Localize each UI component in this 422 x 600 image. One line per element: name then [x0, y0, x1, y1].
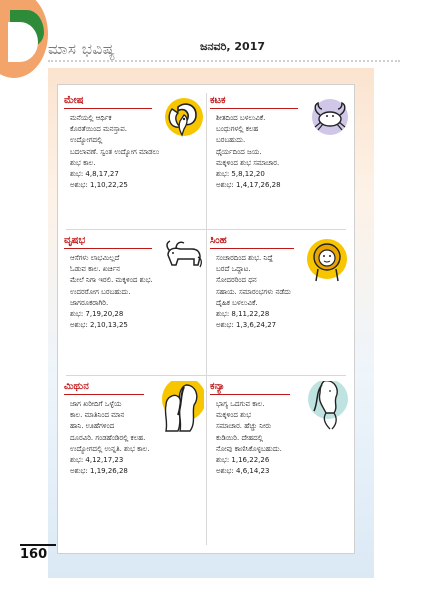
sign-title: ವೃಷಭ: [64, 235, 86, 246]
sign-text: [70, 113, 159, 191]
sign-line: ಮನೆಯಲ್ಲಿ ಆರ್ಥಿಕ: [70, 114, 112, 122]
unlucky-dates: ಅಶುಭ: 1,3,6,24,27: [216, 321, 277, 330]
sign-line: ಉದ್ಯೋಗದಲ್ಲಿ: [70, 136, 103, 145]
twins-icon: [156, 381, 204, 435]
sign-line: ಸಂಚಾರದಿಂದ ಶುಭ. ನಿದ್ದೆ: [216, 254, 273, 262]
sign-cell-mithuna: [64, 381, 204, 521]
sign-cell-simha: [210, 235, 350, 371]
title-rule: [64, 108, 152, 109]
sign-line: ಬಂಧುಗಳಲ್ಲಿ ಕಲಹ: [216, 125, 259, 134]
sign-line: ಸೋದರರಿಂದ ಧನ: [216, 276, 257, 285]
sign-text: [216, 253, 291, 331]
unlucky-dates: ಅಶುಭ: 4,6,14,23: [216, 467, 270, 476]
sign-line: ಉದರರೋಗ ಬರಬಹುದು.: [70, 287, 131, 296]
title-rule: [210, 108, 298, 109]
month-title: ಜನವರಿ, 2017: [200, 40, 266, 53]
sign-line: ಉದ್ಯೋಗದಲ್ಲಿ ಉನ್ನತಿ. ಶುಭ ಕಾಲ.: [70, 444, 150, 453]
sign-line: ಕುಡಿಯಿರಿ. ದೇಹದಲ್ಲಿ: [216, 433, 263, 442]
sign-line: ಮಕ್ಕಳಿಂದ ಶುಭ: [216, 411, 251, 420]
sign-text: [216, 113, 281, 191]
sign-line: ಬರಬಹುದು.: [216, 136, 246, 145]
lucky-dates: ಶುಭ: 5,8,12,20: [216, 170, 265, 179]
horoscope-box: [57, 84, 355, 554]
sign-line: ಕೊರತೆಯಿಂದ ಮನಸ್ತಾಪ.: [70, 125, 127, 134]
title-rule: [210, 248, 294, 249]
sign-text: [216, 399, 282, 477]
sign-line: ಸಹಾಯ. ಸಮಾರಂಭಗಳು ನಡೆದು: [216, 287, 291, 296]
sign-line: ಶೀತದಿಂದ ಬಳಲುವಿಕೆ.: [216, 114, 266, 122]
crab-icon: [306, 95, 350, 139]
sign-line: ದೈಹಿಕ ಬಳಲುವಿಕೆ.: [216, 298, 258, 307]
unlucky-dates: ಅಶುಭ: 1,4,17,26,28: [216, 181, 281, 190]
lion-icon: [304, 235, 350, 285]
sign-line: ಆಸೆಗಳು ಲಾಭಮಿಲ್ಲದೆ: [70, 254, 120, 262]
sign-line: ಶುಭ ಕಾಲ.: [70, 158, 96, 167]
sign-line: ದೂರವಿರಿ. ಗಂಡಹೆಂಡಿರಲ್ಲಿ ಕಲಹ.: [70, 433, 146, 442]
sign-line: ಬದಲಾವಣೆ. ಸ್ವಂತ ಉದ್ಯೋಗ ಮಾಡಲು: [70, 147, 160, 156]
title-rule: [64, 248, 152, 249]
unlucky-dates: ಅಶುಭ: 1,10,22,25: [70, 181, 128, 190]
sign-line: ಓಡುವ ಕಾಲ. ಖರ್ಚಿನ: [70, 265, 121, 274]
sign-line: ಕಾಲ. ಮಾತಿನಿಂದ ಮಾನ: [70, 411, 125, 420]
lucky-dates: ಶುಭ: 1,16,22,26: [216, 456, 270, 465]
row-divider-1: [66, 229, 346, 230]
page-number: 160: [20, 547, 48, 562]
title-rule: [210, 394, 290, 395]
ram-icon: [162, 95, 204, 141]
sign-text: [70, 253, 153, 331]
sign-title: ಸಿಂಹ: [210, 235, 227, 246]
sign-title: ಮಿಥುನ: [64, 381, 89, 392]
sign-line: ಮಕ್ಕಳಿಂದ ಶುಭ ಸಮಾಚಾರ.: [216, 158, 280, 167]
sign-line: ಜಾಗ ಖರೀದಿಗೆ ಒಳ್ಳೆಯ: [70, 400, 122, 408]
sign-cell-vrushabha: [64, 235, 204, 371]
sign-cell-mesha: [64, 95, 204, 225]
unlucky-dates: ಅಶುಭ: 2,10,13,25: [70, 321, 128, 330]
sign-line: ಜಾಗರೂಕರಾಗಿರಿ.: [70, 298, 109, 307]
sign-line: ಸಮಾಚಾರ. ಹೆಚ್ಚು ನೀರು: [216, 422, 272, 431]
sign-text: [70, 399, 150, 477]
sign-title: ಮೇಷ: [64, 95, 84, 106]
row-divider-2: [66, 375, 346, 376]
column-divider: [206, 93, 207, 545]
sign-line: ಬರದೆ ಒದ್ದಾಟ.: [216, 265, 251, 274]
maiden-icon: [304, 381, 350, 431]
header-dotted-rule: [48, 60, 400, 64]
bull-icon: [162, 237, 204, 271]
lucky-dates: ಶುಭ: 4,8,17,27: [70, 170, 119, 179]
sign-line: ನೋವು ಕಾಣಿಸಿಕೊಳ್ಳಬಹುದು.: [216, 444, 282, 453]
section-title: ಮಾಸ ಭವಿಷ್ಯ: [48, 40, 116, 58]
lucky-dates: ಶುಭ: 8,11,22,28: [216, 310, 270, 319]
sign-cell-kataka: [210, 95, 350, 225]
sign-line: ಹಾನಿ. ಊಹೆಗಳಿಂದ: [70, 422, 115, 431]
title-rule: [64, 394, 144, 395]
sign-line: ಭಾಗ್ಯ ಒದಗುವ ಕಾಲ.: [216, 400, 265, 408]
sign-line: ಮೇಲೆ ನಿಗಾ ಇರಲಿ. ಮಕ್ಕಳಿಂದ ಶುಭ.: [70, 276, 153, 285]
page-number-rule: [20, 544, 56, 546]
lucky-dates: ಶುಭ: 4,12,17,23: [70, 456, 124, 465]
lucky-dates: ಶುಭ: 7,19,20,28: [70, 310, 124, 319]
sign-title: ಕಟಕ: [210, 95, 226, 106]
sign-title: ಕನ್ಯಾ: [210, 381, 225, 392]
sign-cell-kanya: [210, 381, 350, 521]
sign-line: ಧೈರ್ಯದಿಂದ ಜಯ.: [216, 147, 262, 156]
unlucky-dates: ಅಶುಭ: 1,19,26,28: [70, 467, 128, 476]
